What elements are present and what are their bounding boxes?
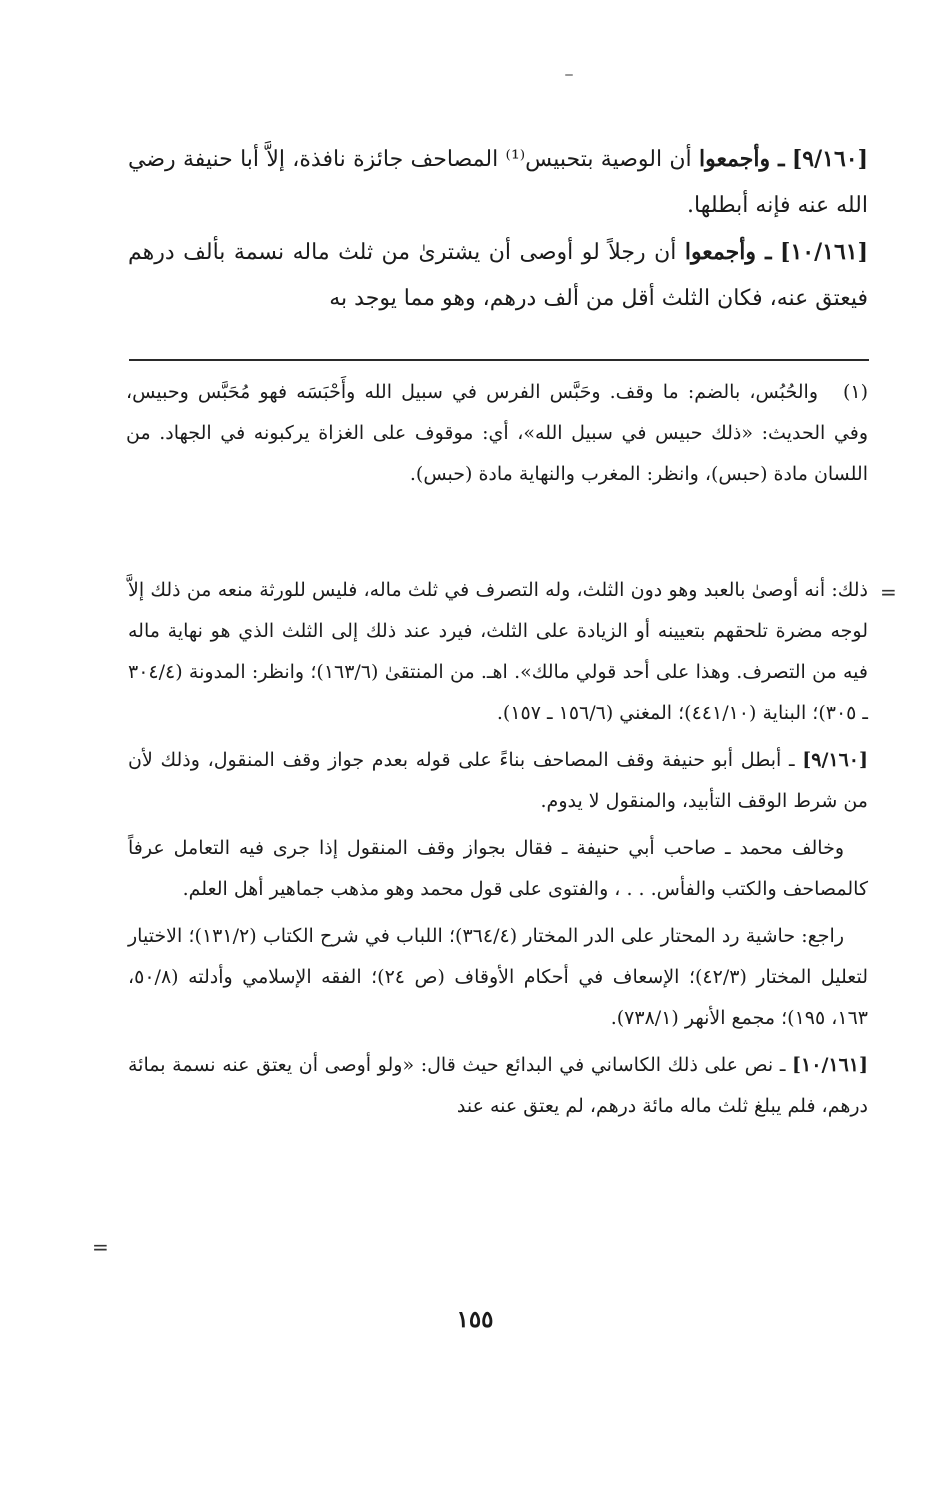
commentary-entry-161-number: [١٠/١٦١] — [792, 1054, 868, 1076]
footnote-text: والحُبُس، بالضم: ما وقف. وحَبَّس الفرس في سبيل الله وأَحْبَسَه فهو مُحَبَّس وحبيس، وفي الحديث: «ذلك حبيس في سبيل الله»، أي: موقوف على الغزاة يركبونه في الجهاد. من اللسان مادة (حبس)، وانظر: المغرب والنهاية مادة (حبس). — [126, 381, 868, 485]
page-speck — [565, 74, 573, 76]
entry-160-lead: ـ وأجمعوا — [698, 146, 785, 172]
commentary-entry-161 — [128, 1045, 868, 1127]
page-number: ١٥٥ — [456, 1306, 494, 1333]
commentary-continuation: ذلك: أنه أوصىٰ بالعبد وهو دون الثلث، وله التصرف في ثلث ماله، فليس للورثة منعه من ذلك إلاَّ لوجه مضرة تلحقهم بتعيينه أو الزيادة على الثلث، فيرد عند ذلك إلى الثلث الذي هو نهاية ماله فيه من التصرف. وهذا على أحد قولي مالك». اهـ. من المنتقىٰ (١٦٣/٦)؛ وانظر: المدونة (٣٠٤/٤ ـ ٣٠٥)؛ البناية (٤٤١/١٠)؛ المغني (١٥٦/٦ ـ ١٥٧). — [128, 579, 868, 724]
entry-160-number: [٩/١٦٠] — [791, 146, 869, 172]
footnote-marker: (١) — [842, 381, 868, 403]
continues-on-mark: = — [92, 1235, 109, 1259]
entry-161-text: أن رجلاً لو أوصى أن يشترىٰ من ثلث ماله نسمة بألف درهم فيعتق عنه، فكان الثلث أقل من ألف درهم، وهو مما يوجد به — [128, 240, 868, 311]
commentary-entry-161-text: ـ نص على ذلك الكاساني في البدائع حيث قال: «ولو أوصى أن يعتق عنه نسمة بمائة درهم، فلم يبلغ ثلث ماله مائة درهم، لم يعتق عنه عند — [128, 1054, 868, 1117]
commentary-entry-160-text: ـ أبطل أبو حنيفة وقف المصاحف بناءً على قوله بعدم جواز وقف المنقول، وذلك لأن من شرط الوقف التأبيد، والمنقول لا يدوم. — [128, 749, 868, 812]
entry-161-paragraph — [128, 229, 868, 322]
entry-161-number: [١٠/١٦١] — [780, 239, 868, 265]
commentary-entry-160 — [128, 740, 868, 822]
entry-161-lead: ـ وأجمعوا — [684, 239, 772, 265]
commentary-references: راجع: حاشية رد المحتار على الدر المختار (٣٦٤/٤)؛ اللباب في شرح الكتاب (١٣١/٢)؛ الاختيار لتعليل المختار (٤٢/٣)؛ الإسعاف في أحكام الأوقاف (ص ٢٤)؛ الفقه الإسلامي وأدلته (٥٠/٨، ١٦٣، ١٩٥)؛ مجمع الأنهر (٧٣٨/١). — [128, 925, 869, 1029]
footnote — [126, 372, 868, 495]
commentary — [128, 570, 868, 1127]
footnote-paragraph — [126, 372, 868, 495]
commentary-entry-160-number: [٩/١٦٠] — [802, 749, 868, 771]
entry-160-paragraph — [128, 136, 868, 229]
continued-from-mark: = — [880, 580, 897, 604]
entry-160-text: أن الوصية بتحبيس⁽¹⁾ المصاحف جائزة نافذة، إلاَّ أبا حنيفة رضي الله عنه فإنه أبطلها. — [128, 147, 868, 218]
commentary-muhammad-paragraph: وخالف محمد ـ صاحب أبي حنيفة ـ فقال بجواز وقف المنقول إذا جرى فيه التعامل عرفاً كالمصاحف والكتب والفأس. . . ، والفتوى على قول محمد وهو مذهب جماهير أهل العلم. — [128, 837, 868, 900]
main-text — [128, 136, 868, 322]
footnote-divider — [129, 359, 869, 361]
